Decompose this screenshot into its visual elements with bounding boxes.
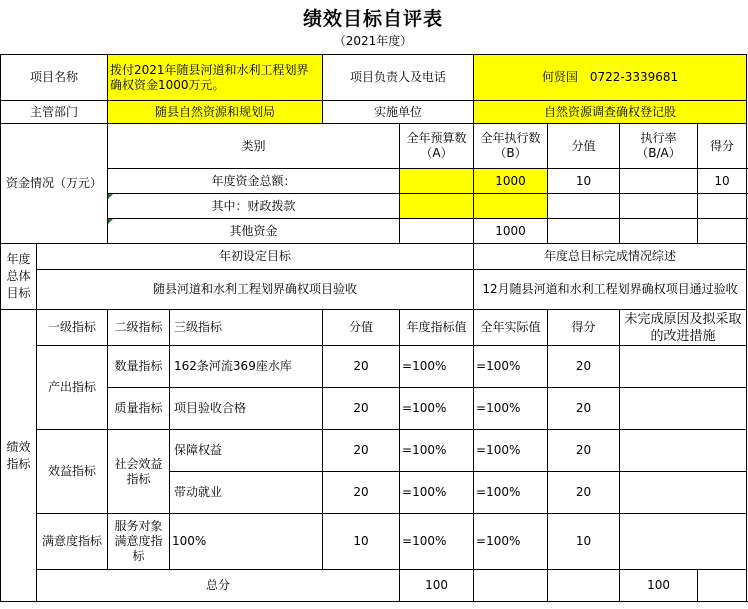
- indicator-level3[interactable]: 带动就业: [170, 472, 323, 514]
- indicator-group-benefit: 效益指标: [37, 430, 108, 514]
- indicator-reason[interactable]: [620, 388, 747, 430]
- goals-set-value[interactable]: 随县河道和水利工程划界确权项目验收: [37, 270, 474, 310]
- indicator-target[interactable]: =100%: [400, 388, 474, 430]
- indicator-target-header: 年度指标值: [400, 310, 474, 346]
- indicator-score-base[interactable]: 20: [323, 346, 400, 388]
- project-name-label: 项目名称: [1, 55, 108, 101]
- total-score[interactable]: 100: [620, 570, 698, 602]
- indicator-reason[interactable]: [620, 346, 747, 388]
- funds-row-budget[interactable]: [400, 169, 474, 194]
- funds-score-base-header: 分值: [548, 124, 620, 169]
- indicator-actual[interactable]: =100%: [474, 346, 548, 388]
- department-value[interactable]: 随县自然资源和规划局: [108, 101, 323, 124]
- indicator-level2-header: 二级指标: [108, 310, 170, 346]
- indicator-score[interactable]: 20: [548, 388, 620, 430]
- indicator-score[interactable]: 20: [548, 430, 620, 472]
- funds-row: [1, 219, 747, 244]
- indicator-level3[interactable]: 保障权益: [170, 430, 323, 472]
- funds-row-label: 其中：财政拨款: [108, 194, 400, 219]
- goals-done-header: 年度总目标完成情况综述: [474, 244, 747, 270]
- indicator-level3[interactable]: 162条河流369座水库: [170, 346, 323, 388]
- goals-done-value[interactable]: 12月随县河道和水利工程划界确权项目通过验收: [474, 270, 747, 310]
- project-row: [1, 55, 747, 101]
- implementer-label: 实施单位: [323, 101, 474, 124]
- funds-row-score-base[interactable]: 10: [548, 169, 620, 194]
- funds-row-score[interactable]: [698, 219, 747, 244]
- indicator-level3-header: 三级指标: [170, 310, 323, 346]
- funds-score-header: 得分: [698, 124, 747, 169]
- project-contact-label: 项目负责人及电话: [323, 55, 474, 101]
- funds-row-score-base[interactable]: [548, 219, 620, 244]
- indicator-group-satisfaction: 满意度指标: [37, 514, 108, 570]
- department-label: 主管部门: [1, 101, 108, 124]
- indicator-row: [1, 514, 747, 570]
- funds-row-score-base[interactable]: [548, 194, 620, 219]
- indicator-row: [1, 430, 747, 472]
- indicator-score-base[interactable]: 20: [323, 430, 400, 472]
- indicators-label: 绩效指标: [1, 310, 37, 602]
- indicator-score[interactable]: 20: [548, 346, 620, 388]
- indicator-group-output: 产出指标: [37, 346, 108, 430]
- goals-set-header: 年初设定目标: [37, 244, 474, 270]
- funds-row-executed[interactable]: 1000: [474, 169, 548, 194]
- goals-header-row: [1, 244, 747, 270]
- funds-header-row: [1, 124, 747, 169]
- indicator-reason[interactable]: [620, 514, 747, 570]
- indicator-actual[interactable]: =100%: [474, 388, 548, 430]
- indicator-row: [1, 346, 747, 388]
- funds-row-executed[interactable]: 1000: [474, 219, 548, 244]
- indicator-actual[interactable]: =100%: [474, 514, 548, 570]
- funds-row-label: 年度资金总额：: [108, 169, 400, 194]
- indicator-level2: 服务对象满意度指标: [108, 514, 170, 570]
- indicator-score-header: 得分: [548, 310, 620, 346]
- funds-row: [1, 194, 747, 219]
- indicators-header-row: [1, 310, 747, 346]
- indicator-score-base[interactable]: 20: [323, 472, 400, 514]
- funds-row-budget[interactable]: [400, 219, 474, 244]
- total-actual: [548, 570, 620, 602]
- goals-label: 年度总体目标: [1, 244, 37, 310]
- indicator-reason[interactable]: [620, 472, 747, 514]
- indicator-level2: 社会效益指标: [108, 430, 170, 514]
- funds-budget-header: 全年预算数（A）: [400, 124, 474, 169]
- funds-executed-header: 全年执行数（B）: [474, 124, 548, 169]
- total-row: [1, 570, 747, 602]
- funds-row-rate[interactable]: [620, 194, 698, 219]
- total-reason: [698, 570, 747, 602]
- form-title: 绩效目标自评表: [302, 8, 443, 30]
- funds-label: 资金情况（万元）: [1, 124, 108, 244]
- funds-row-label: 其他资金: [108, 219, 400, 244]
- indicator-target[interactable]: =100%: [400, 346, 474, 388]
- goals-value-row: [1, 270, 747, 310]
- indicator-reason[interactable]: [620, 430, 747, 472]
- indicator-target[interactable]: =100%: [400, 514, 474, 570]
- project-name-value[interactable]: 拨付2021年随县河道和水利工程划界确权资金1000万元。: [108, 55, 323, 101]
- total-target: [474, 570, 548, 602]
- funds-row-score[interactable]: [698, 194, 747, 219]
- indicator-score-base[interactable]: 10: [323, 514, 400, 570]
- indicator-target[interactable]: =100%: [400, 472, 474, 514]
- project-contact-value[interactable]: 何贤国 0722-3339681: [474, 55, 747, 101]
- funds-rate-header: 执行率（B/A）: [620, 124, 698, 169]
- funds-category-header: 类别: [108, 124, 400, 169]
- indicator-level3[interactable]: 100%: [170, 514, 323, 570]
- indicator-target[interactable]: =100%: [400, 430, 474, 472]
- total-label: 总分: [37, 570, 400, 602]
- funds-row-budget[interactable]: [400, 194, 474, 219]
- funds-row-executed[interactable]: [474, 194, 548, 219]
- indicator-level1-header: 一级指标: [37, 310, 108, 346]
- indicator-reason-header: 未完成原因及拟采取的改进措施: [620, 310, 747, 346]
- indicator-level2: 质量指标: [108, 388, 170, 430]
- funds-row-rate[interactable]: [620, 219, 698, 244]
- indicator-score-base-header: 分值: [323, 310, 400, 346]
- indicator-actual[interactable]: =100%: [474, 430, 548, 472]
- indicator-level2: 数量指标: [108, 346, 170, 388]
- indicator-score-base[interactable]: 20: [323, 388, 400, 430]
- funds-row: [1, 169, 747, 194]
- implementer-value[interactable]: 自然资源调查确权登记股: [474, 101, 747, 124]
- self-evaluation-table: [0, 54, 747, 602]
- indicator-level3[interactable]: 项目验收合格: [170, 388, 323, 430]
- form-year: （2021年度）: [333, 34, 413, 48]
- indicator-row: [1, 388, 747, 430]
- indicator-actual[interactable]: =100%: [474, 472, 548, 514]
- indicator-score[interactable]: 20: [548, 472, 620, 514]
- funds-row-score[interactable]: 10: [698, 169, 747, 194]
- indicator-actual-header: 全年实际值: [474, 310, 548, 346]
- total-score-base[interactable]: 100: [400, 570, 474, 602]
- indicator-score[interactable]: 10: [548, 514, 620, 570]
- department-row: [1, 101, 747, 124]
- funds-row-rate[interactable]: [620, 169, 698, 194]
